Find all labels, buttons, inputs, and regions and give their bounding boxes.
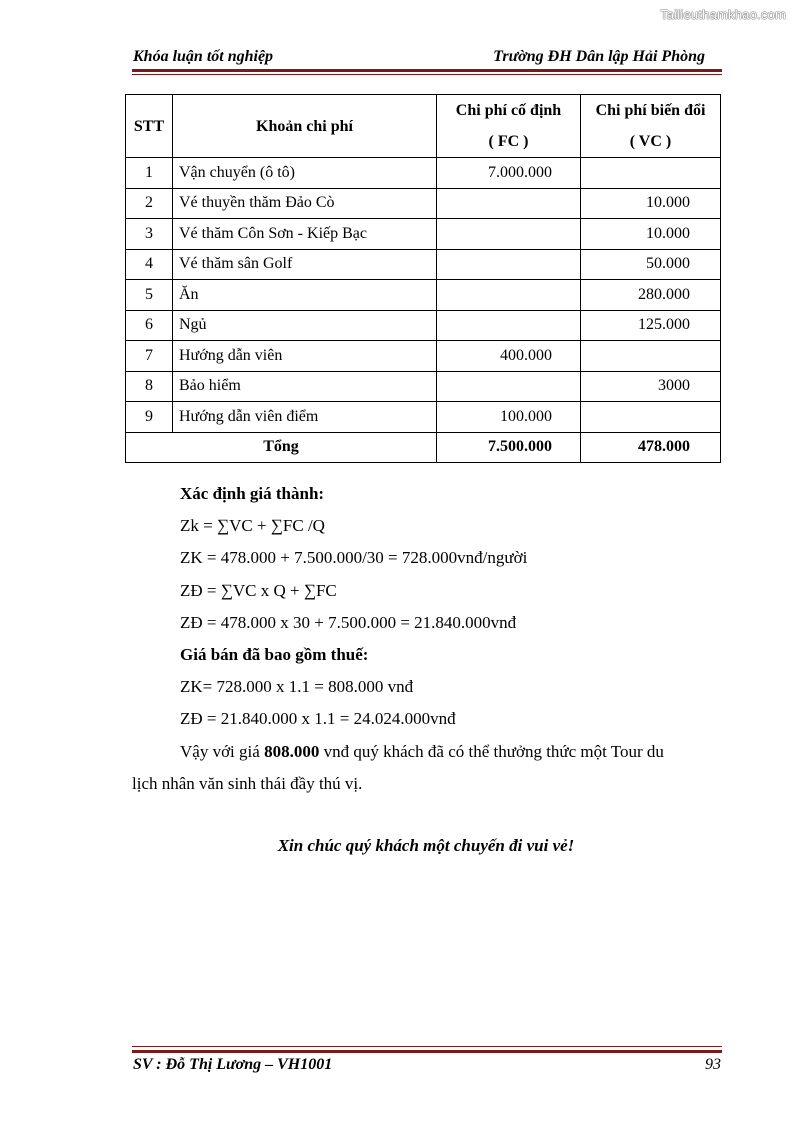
header-university: Trường ĐH Dân lập Hải Phòng bbox=[493, 48, 705, 65]
footer-rule-thick bbox=[132, 1050, 722, 1053]
header-rule-thick bbox=[132, 69, 722, 72]
row-fc: 400.000 bbox=[437, 341, 581, 372]
table-row bbox=[126, 280, 721, 311]
row-item: Vé thăm Côn Sơn - Kiếp Bạc bbox=[173, 219, 437, 250]
row-vc: 10.000 bbox=[581, 219, 721, 250]
row-vc: 280.000 bbox=[581, 280, 721, 311]
table-row bbox=[126, 219, 721, 250]
row-vc: 3000 bbox=[581, 371, 721, 402]
header-item: Khoản chi phí bbox=[173, 95, 437, 158]
calc-zk: ZK = 478.000 + 7.500.000/30 = 728.000vnđ/người bbox=[180, 548, 528, 568]
row-vc: 125.000 bbox=[581, 310, 721, 341]
row-fc bbox=[437, 219, 581, 250]
page-number: 93 bbox=[705, 1056, 721, 1073]
footer-student: SV : Đỗ Thị Lương – VH1001 bbox=[133, 1056, 333, 1073]
row-vc: 10.000 bbox=[581, 188, 721, 219]
header-fc bbox=[437, 95, 581, 158]
row-vc bbox=[581, 341, 721, 372]
row-fc bbox=[437, 249, 581, 280]
row-item: Ăn bbox=[173, 280, 437, 311]
row-stt: 6 bbox=[126, 310, 173, 341]
row-item: Vé thuyền thăm Đảo Cò bbox=[173, 188, 437, 219]
calc-zd: ZĐ = 478.000 x 30 + 7.500.000 = 21.840.000vnđ bbox=[180, 612, 517, 632]
watermark: Tailieuthamkhao.com bbox=[660, 7, 786, 22]
table-row bbox=[126, 371, 721, 402]
header-rule-thin bbox=[132, 74, 722, 75]
table-row bbox=[126, 249, 721, 280]
calc-zk-tax: ZK= 728.000 x 1.1 = 808.000 vnđ bbox=[180, 677, 414, 697]
row-item: Vé thăm sân Golf bbox=[173, 249, 437, 280]
row-item: Vận chuyển (ô tô) bbox=[173, 158, 437, 189]
row-item: Ngủ bbox=[173, 310, 437, 341]
page-header bbox=[133, 48, 705, 68]
conclusion-post: vnđ quý khách đã có thể thưởng thức một Tour du bbox=[319, 741, 664, 761]
calc-zd-tax: ZĐ = 21.840.000 x 1.1 = 24.024.000vnđ bbox=[180, 709, 456, 729]
row-fc: 7.000.000 bbox=[437, 158, 581, 189]
row-fc bbox=[437, 280, 581, 311]
table-row bbox=[126, 310, 721, 341]
conclusion-pre: Vậy với giá bbox=[180, 741, 265, 761]
conclusion-price: 808.000 bbox=[264, 741, 320, 761]
conclusion-line2: lịch nhân văn sinh thái đầy thú vị. bbox=[132, 773, 363, 793]
row-item: Hướng dẫn viên bbox=[173, 341, 437, 372]
row-stt: 1 bbox=[126, 158, 173, 189]
total-vc: 478.000 bbox=[581, 432, 721, 463]
formula-zd: ZĐ = ∑VC x Q + ∑FC bbox=[180, 580, 337, 600]
row-stt: 7 bbox=[126, 341, 173, 372]
row-fc bbox=[437, 310, 581, 341]
formula-zk: Zk = ∑VC + ∑FC /Q bbox=[180, 516, 325, 536]
row-stt: 4 bbox=[126, 249, 173, 280]
row-stt: 8 bbox=[126, 371, 173, 402]
row-stt: 9 bbox=[126, 402, 173, 433]
header-vc-abbr: ( VC ) bbox=[629, 133, 672, 150]
header-vc-title: Chi phí biến đổi bbox=[595, 102, 706, 119]
row-fc: 100.000 bbox=[437, 402, 581, 433]
footer-rule-thin bbox=[132, 1046, 722, 1047]
header-stt: STT bbox=[126, 95, 173, 158]
conclusion-line1 bbox=[132, 736, 720, 768]
row-vc bbox=[581, 158, 721, 189]
row-item: Hướng dẫn viên điểm bbox=[173, 402, 437, 433]
sale-price-heading: Giá bán đã bao gồm thuế: bbox=[180, 645, 369, 665]
header-thesis-title: Khóa luận tốt nghiệp bbox=[133, 48, 274, 65]
row-vc bbox=[581, 402, 721, 433]
row-fc bbox=[437, 188, 581, 219]
closing-message: Xin chúc quý khách một chuyến đi vui vẻ! bbox=[277, 836, 575, 855]
table-row bbox=[126, 402, 721, 433]
total-label: Tổng bbox=[126, 432, 437, 463]
row-stt: 5 bbox=[126, 280, 173, 311]
header-fc-abbr: ( FC ) bbox=[488, 133, 529, 150]
row-vc: 50.000 bbox=[581, 249, 721, 280]
table-total-row bbox=[126, 432, 721, 463]
total-fc: 7.500.000 bbox=[437, 432, 581, 463]
header-vc bbox=[581, 95, 721, 158]
table-row bbox=[126, 341, 721, 372]
table-row bbox=[126, 158, 721, 189]
row-fc bbox=[437, 371, 581, 402]
table-header-row bbox=[126, 95, 721, 158]
row-stt: 2 bbox=[126, 188, 173, 219]
row-stt: 3 bbox=[126, 219, 173, 250]
cost-table bbox=[125, 94, 721, 463]
calculation-section bbox=[132, 478, 720, 800]
header-fc-title: Chi phí cố định bbox=[455, 102, 562, 119]
row-item: Bảo hiểm bbox=[173, 371, 437, 402]
table-row bbox=[126, 188, 721, 219]
page-footer bbox=[133, 1056, 721, 1076]
cost-price-heading: Xác định giá thành: bbox=[180, 484, 325, 503]
